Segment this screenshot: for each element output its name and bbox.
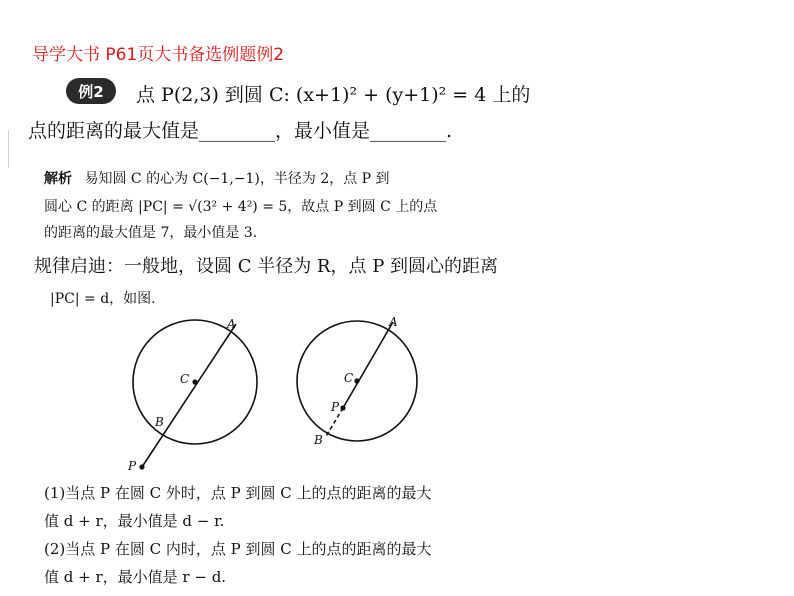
right-label-c: C — [344, 371, 354, 385]
figure-left — [127, 317, 257, 473]
solution-label: 解析 — [44, 171, 72, 187]
left-point-p — [139, 464, 144, 469]
problem-line-1: 点 P(2,3) 到圆 C: (x+1)² + (y+1)² = 4 上的 — [136, 84, 531, 106]
right-label-p: P — [331, 400, 340, 414]
page-header: 导学大书 P61页大书备选例题例2 — [32, 45, 285, 65]
rule-line-1: 规律启迪：一般地，设圆 C 半径为 R，点 P 到圆心的距离 — [34, 256, 499, 277]
left-center-point — [192, 379, 197, 384]
solution-line-3: 的距离的最大值是 7，最小值是 3. — [44, 225, 258, 241]
problem-line-2: 点的距离的最大值是________，最小值是________. — [28, 120, 453, 142]
solution-line-2: 圆心 C 的距离 |PC| = √(3² + 4²) = 5，故点 P 到圆 C 上的点 — [44, 199, 438, 215]
left-line — [142, 324, 236, 467]
right-label-a: A — [389, 315, 398, 329]
right-center-point — [354, 378, 359, 383]
solution-text-1: 易知圆 C 的心为 C(−1,−1)，半径为 2，点 P 到 — [84, 171, 390, 187]
right-point-p — [340, 405, 345, 410]
example-badge: 例2 — [66, 78, 116, 104]
left-label-b: B — [155, 415, 164, 429]
conclusion-line-3: (2)当点 P 在圆 C 内时，点 P 到圆 C 上的点的距离的最大 — [44, 540, 432, 558]
left-label-p: P — [128, 459, 137, 473]
conclusion-line-4: 值 d + r，最小值是 r − d. — [44, 568, 227, 586]
conclusion-line-2: 值 d + r，最小值是 d − r. — [44, 512, 225, 530]
rule-line-2: |PC| = d，如图. — [50, 291, 156, 307]
right-line-solid — [343, 322, 393, 408]
left-label-c: C — [180, 372, 190, 386]
conclusion-line-1: (1)当点 P 在圆 C 外时，点 P 到圆 C 上的点的距离的最大 — [44, 484, 432, 502]
figure-right — [297, 315, 417, 447]
right-label-b: B — [314, 433, 323, 447]
left-label-a: A — [227, 317, 236, 331]
